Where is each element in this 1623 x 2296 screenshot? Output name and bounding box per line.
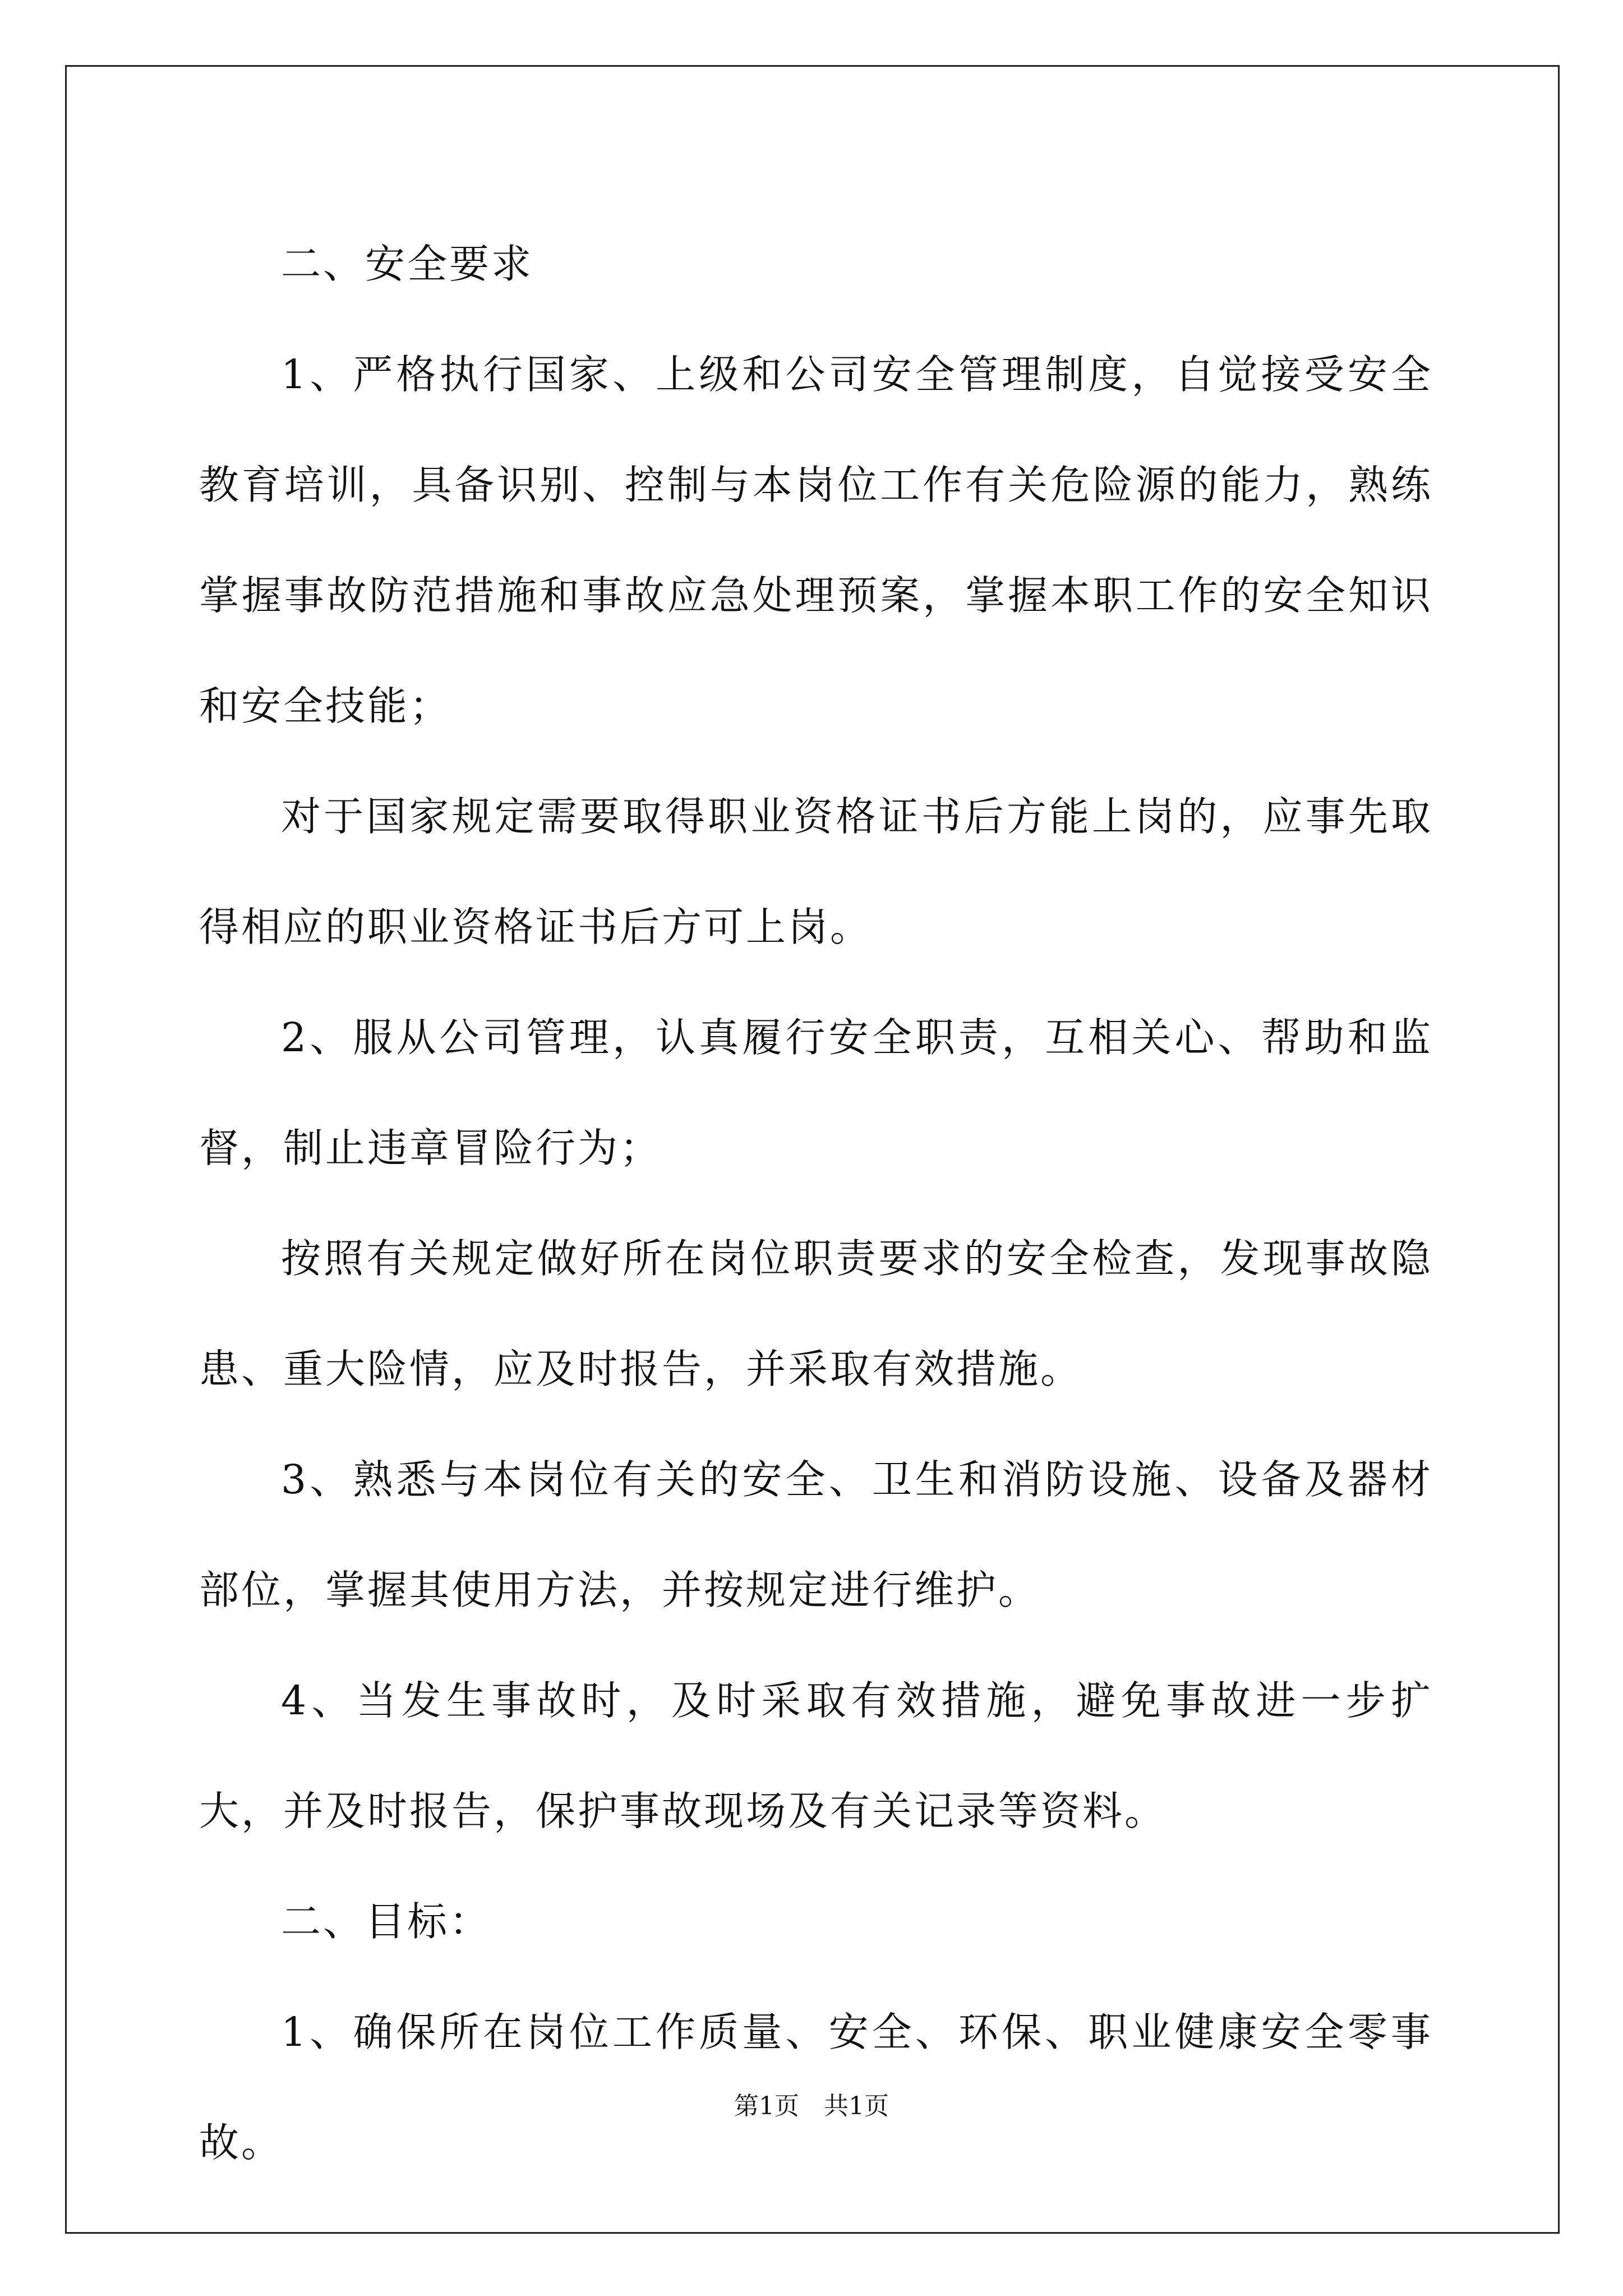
document-body (199, 209, 1433, 2198)
heading-goals: 二、目标： (281, 1898, 492, 1945)
heading-safety-requirements: 二、安全要求 (281, 241, 534, 287)
paragraph-item-3: 3、熟悉与本岗位有关的安全、卫生和消防设施、设备及器材部位，掌握其使用方法，并按规定进行维护。 (199, 1456, 1433, 1613)
paragraph-item-2: 2、服从公司管理，认真履行安全职责，互相关心、帮助和监督，制止违章冒险行为； (199, 1014, 1433, 1171)
paragraph-item-2-continued: 按照有关规定做好所在岗位职责要求的安全检查，发现事故隐患、重大险情，应及时报告，并采取有效措施。 (199, 1235, 1433, 1392)
paragraph-item-1-continued: 对于国家规定需要取得职业资格证书后方能上岗的，应事先取得相应的职业资格证书后方可上岗。 (199, 793, 1433, 950)
paragraph-item-4: 4、当发生事故时，及时采取有效措施，避免事故进一步扩大，并及时报告，保护事故现场及有关记录等资料。 (199, 1677, 1433, 1834)
page-footer: 第1页 共1页 (734, 2092, 889, 2120)
paragraph-goal-1: 1、确保所在岗位工作质量、安全、环保、职业健康安全零事故。 (199, 2009, 1433, 2166)
paragraph-item-1: 1、严格执行国家、上级和公司安全管理制度，自觉接受安全教育培训，具备识别、控制与本岗位工作有关危险源的能力，熟练掌握事故防范措施和事故应急处理预案，掌握本职工作的安全知识和安全技能； (199, 351, 1433, 729)
